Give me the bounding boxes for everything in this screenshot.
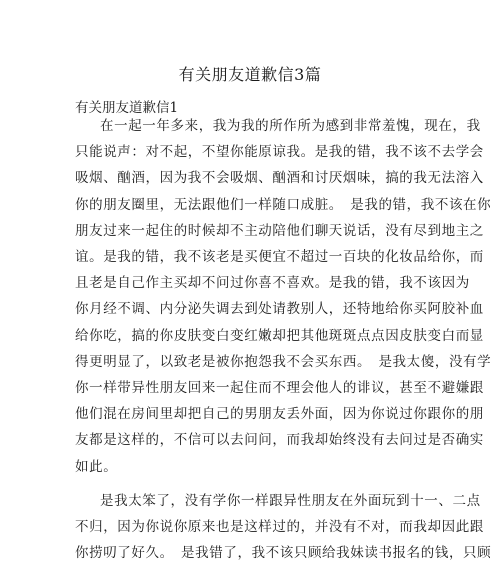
paragraph-line: 你一样带异性朋友回来一起住而不理会他人的诽议，甚至不避嫌跟 <box>75 380 484 396</box>
paragraph-line: 在一起一年多来，我为我的所作所为感到非常羞愧，现在，我 <box>100 118 481 134</box>
paragraph-line: 他们混在房间里却把自己的男朋友丢外面，因为你说过你跟你的朋 <box>75 406 484 423</box>
paragraph-line: 你捞叨了好久。 是我错了，我不该只顾给我妹读书报名的钱，只顾 <box>75 545 492 562</box>
paragraph-line: 是我太笨了，没有学你一样跟异性朋友在外面玩到十一、二点 <box>100 492 481 509</box>
paragraph-line: 得更明显了，以致老是被你抱怨我不会买东西。 是我太傻，没有学 <box>75 353 492 370</box>
paragraph-line: 不归，因为你说你原来也是这样过的，并没有不对，而我却因此跟 <box>75 519 484 535</box>
paragraph-line: 友都是这样的，不信可以去问问，而我却始终没有去问过是否确实 <box>75 432 484 449</box>
paragraph-line: 如此。 <box>75 458 118 475</box>
paragraph-line: 吸烟、酗酒，因为我不会吸烟、酗酒和讨厌烟味，搞的我无法溶入 <box>75 170 484 187</box>
paragraph-line: 只能说声：对不起，不望你能原谅我。是我的错，我不该不去学会 <box>75 144 484 161</box>
paragraph-line: 且老是自己作主买却不问过你喜不喜欢。是我的错，我不该因为 <box>75 275 470 292</box>
section-heading: 有关朋友道歉信1 <box>75 100 179 116</box>
paragraph-line: 你的朋友圈里，无法跟他们一样随口成脏。 是我的错，我不该在你 <box>75 196 492 213</box>
document-title: 有关朋友道歉信3篇 <box>178 65 322 84</box>
paragraph-line: 谊。是我的错，我不该老是买便宜不超过一百块的化妆品给你，而 <box>75 249 484 265</box>
paragraph-line: 朋友过来一起住的时候却不主动陪他们聊天说话，没有尽到地主之 <box>75 222 484 239</box>
paragraph-line: 你月经不调、内分泌失调去到处请教别人，还特地给你买阿胶补血 <box>75 301 484 318</box>
paragraph-line: 给你吃，搞的你皮肤变白变红嫩却把其他斑斑点点因皮肤变白而显 <box>75 327 484 344</box>
